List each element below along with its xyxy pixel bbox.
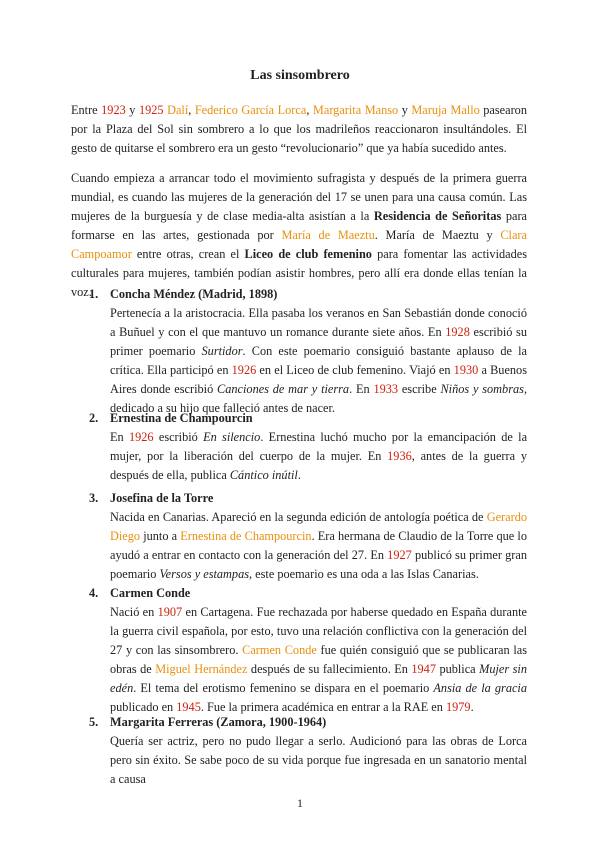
item-heading: Concha Méndez (Madrid, 1898) bbox=[110, 287, 278, 301]
work-title: Surtidor bbox=[201, 344, 243, 358]
name-dali: Dalí bbox=[167, 103, 189, 117]
text: . Fue la primera académica en entrar a la RAE en bbox=[200, 700, 446, 714]
context-paragraph bbox=[71, 169, 527, 302]
text: , dedicado a su hijo que falleció antes de nacer. bbox=[110, 382, 528, 415]
text: a Buenos Aires donde escribió bbox=[110, 363, 527, 396]
text: pasearon por la Plaza del Sol sin sombrero a lo que los madrileños reaccionaron insultándoles. El gesto de quitarse el sombrero era un gesto “revolucionario” que ya había sucedido antes. bbox=[71, 103, 527, 155]
year: 1947 bbox=[411, 662, 436, 676]
item-number: 3. bbox=[89, 491, 99, 505]
item-heading: Ernestina de Champourcin bbox=[110, 411, 253, 425]
year-1925: 1925 bbox=[138, 103, 164, 117]
text: en Cartagena. Fue rechazada por haberse quedado en España durante la guerra civil española, por esto, tuvo una relación conflictiva con la generación del 27 y con las sinsombrero. bbox=[110, 605, 527, 657]
text: . En bbox=[349, 382, 374, 396]
item-number: 5. bbox=[89, 715, 99, 729]
work-title: Mujer sin edén bbox=[110, 662, 528, 695]
text: . Con este poemario consiguió bastante aplauso de la crítica. Ella participó en bbox=[110, 344, 527, 377]
name-mallo: Maruja Mallo bbox=[411, 103, 480, 117]
person-name: Ernestina de Champourcin bbox=[180, 529, 312, 543]
text: . Ernestina luchó mucho por la emancipación de la mujer, por la liberación del cuerpo de la mujer. En bbox=[110, 430, 528, 463]
text: . María de Maeztu y bbox=[374, 228, 501, 242]
name-lorca: Federico García Lorca bbox=[194, 103, 307, 117]
item-number: 4. bbox=[89, 586, 99, 600]
work-title: En silencio bbox=[203, 430, 261, 444]
bold-term: Liceo de club femenino bbox=[244, 247, 372, 261]
text: escribió su primer poemario bbox=[110, 325, 527, 358]
person-name: Miguel Hernández bbox=[155, 662, 248, 676]
text: , bbox=[306, 103, 313, 117]
item-heading: Josefina de la Torre bbox=[110, 491, 214, 505]
item-number: 2. bbox=[89, 411, 99, 425]
text: , bbox=[188, 103, 195, 117]
text: publicó su primer gran poemario bbox=[110, 548, 527, 581]
text: y bbox=[125, 103, 139, 117]
text: Pertenecía a la aristocracia. Ella pasaba los veranos en San Sebastián donde conoció a Buñuel y con el que mantuvo un romance durante siete años. En bbox=[110, 306, 527, 339]
year: 1928 bbox=[445, 325, 470, 339]
work-title: Cántico inútil bbox=[229, 468, 298, 482]
text: , antes de la guerra y después de ella, publica bbox=[110, 449, 527, 482]
text: . bbox=[470, 700, 474, 714]
text: junto a bbox=[140, 529, 181, 543]
text: Quería ser actriz, pero no pudo llegar a serlo. Audicionó para las obras de Lorca pero sin éxito. Se sabe poco de su vida porque fue ingresada en un sanatorio mental a causa bbox=[110, 734, 527, 786]
intro-paragraph bbox=[71, 101, 527, 158]
text: y bbox=[398, 103, 412, 117]
text: en el Liceo de club femenino. Viajó en bbox=[256, 363, 454, 377]
year: 1936 bbox=[387, 449, 412, 463]
year: 1945 bbox=[176, 700, 201, 714]
page-title: Las sinsombrero bbox=[250, 68, 350, 83]
text: fue quién consiguió que se publicaran las obras de bbox=[110, 643, 527, 676]
year: 1933 bbox=[373, 382, 399, 396]
work-title: Niños y sombras bbox=[440, 382, 524, 396]
year: 1930 bbox=[453, 363, 479, 377]
item-heading: Margarita Ferreras (Zamora, 1900-1964) bbox=[110, 715, 327, 729]
person-name: Carmen Conde bbox=[242, 643, 317, 657]
text: para fomentar las actividades culturales para mujeres, también podían asistir hombres, pero allí era donde ellas tenían la voz. bbox=[71, 247, 527, 299]
name-maeztu: María de Maeztu bbox=[281, 228, 375, 242]
year: 1926 bbox=[231, 363, 257, 377]
bold-term: Residencia de Señoritas bbox=[373, 209, 502, 223]
name-campoamor: Clara Campoamor bbox=[71, 228, 527, 261]
work-title: Versos y estampas bbox=[159, 567, 250, 581]
text: para formarse en las artes, gestionada por bbox=[71, 209, 527, 242]
year: 1927 bbox=[387, 548, 412, 562]
item-body bbox=[110, 732, 527, 789]
item-number: 1. bbox=[89, 287, 99, 301]
page-number: 1 bbox=[297, 796, 303, 810]
item-body bbox=[110, 508, 527, 584]
text: En bbox=[110, 430, 129, 444]
work-title: Ansia de la gracia bbox=[433, 681, 527, 695]
text: publicado en bbox=[110, 700, 177, 714]
text: Nació en bbox=[110, 605, 158, 619]
year: 1907 bbox=[157, 605, 183, 619]
person-name: Gerardo Diego bbox=[110, 510, 527, 543]
year-1923: 1923 bbox=[101, 103, 126, 117]
text: . El tema del erotismo femenino se dispara en el poemario bbox=[133, 681, 434, 695]
year: 1926 bbox=[128, 430, 154, 444]
text: después de su fallecimiento. En bbox=[247, 662, 412, 676]
item-body bbox=[110, 428, 527, 485]
year: 1979 bbox=[445, 700, 471, 714]
text: Nacida en Canarias. Apareció en la segunda edición de antología poética de bbox=[110, 510, 487, 524]
text: Cuando empieza a arrancar todo el movimiento sufragista y después de la primera guerra mundial, es cuando las mujeres de la generación del 17 se unen para una causa común. Las mujeres de la burguesía y de clase media-alta asistían a la bbox=[71, 171, 527, 223]
text: , este poemario es una oda a las Islas Canarias. bbox=[249, 567, 479, 581]
text: . bbox=[297, 468, 301, 482]
text: publica bbox=[435, 662, 480, 676]
text: entre otras, crean el bbox=[131, 247, 245, 261]
text: escribe bbox=[398, 382, 441, 396]
text: . Era hermana de Claudio de la Torre que lo ayudó a entrar en contacto con la generación del 27. En bbox=[110, 529, 527, 562]
work-title: Canciones de mar y tierra bbox=[217, 382, 350, 396]
item-heading: Carmen Conde bbox=[110, 586, 191, 600]
text: Entre bbox=[71, 103, 102, 117]
item-body bbox=[110, 304, 527, 418]
item-body bbox=[110, 603, 527, 717]
name-manso: Margarita Manso bbox=[312, 103, 399, 117]
text: escribió bbox=[153, 430, 204, 444]
